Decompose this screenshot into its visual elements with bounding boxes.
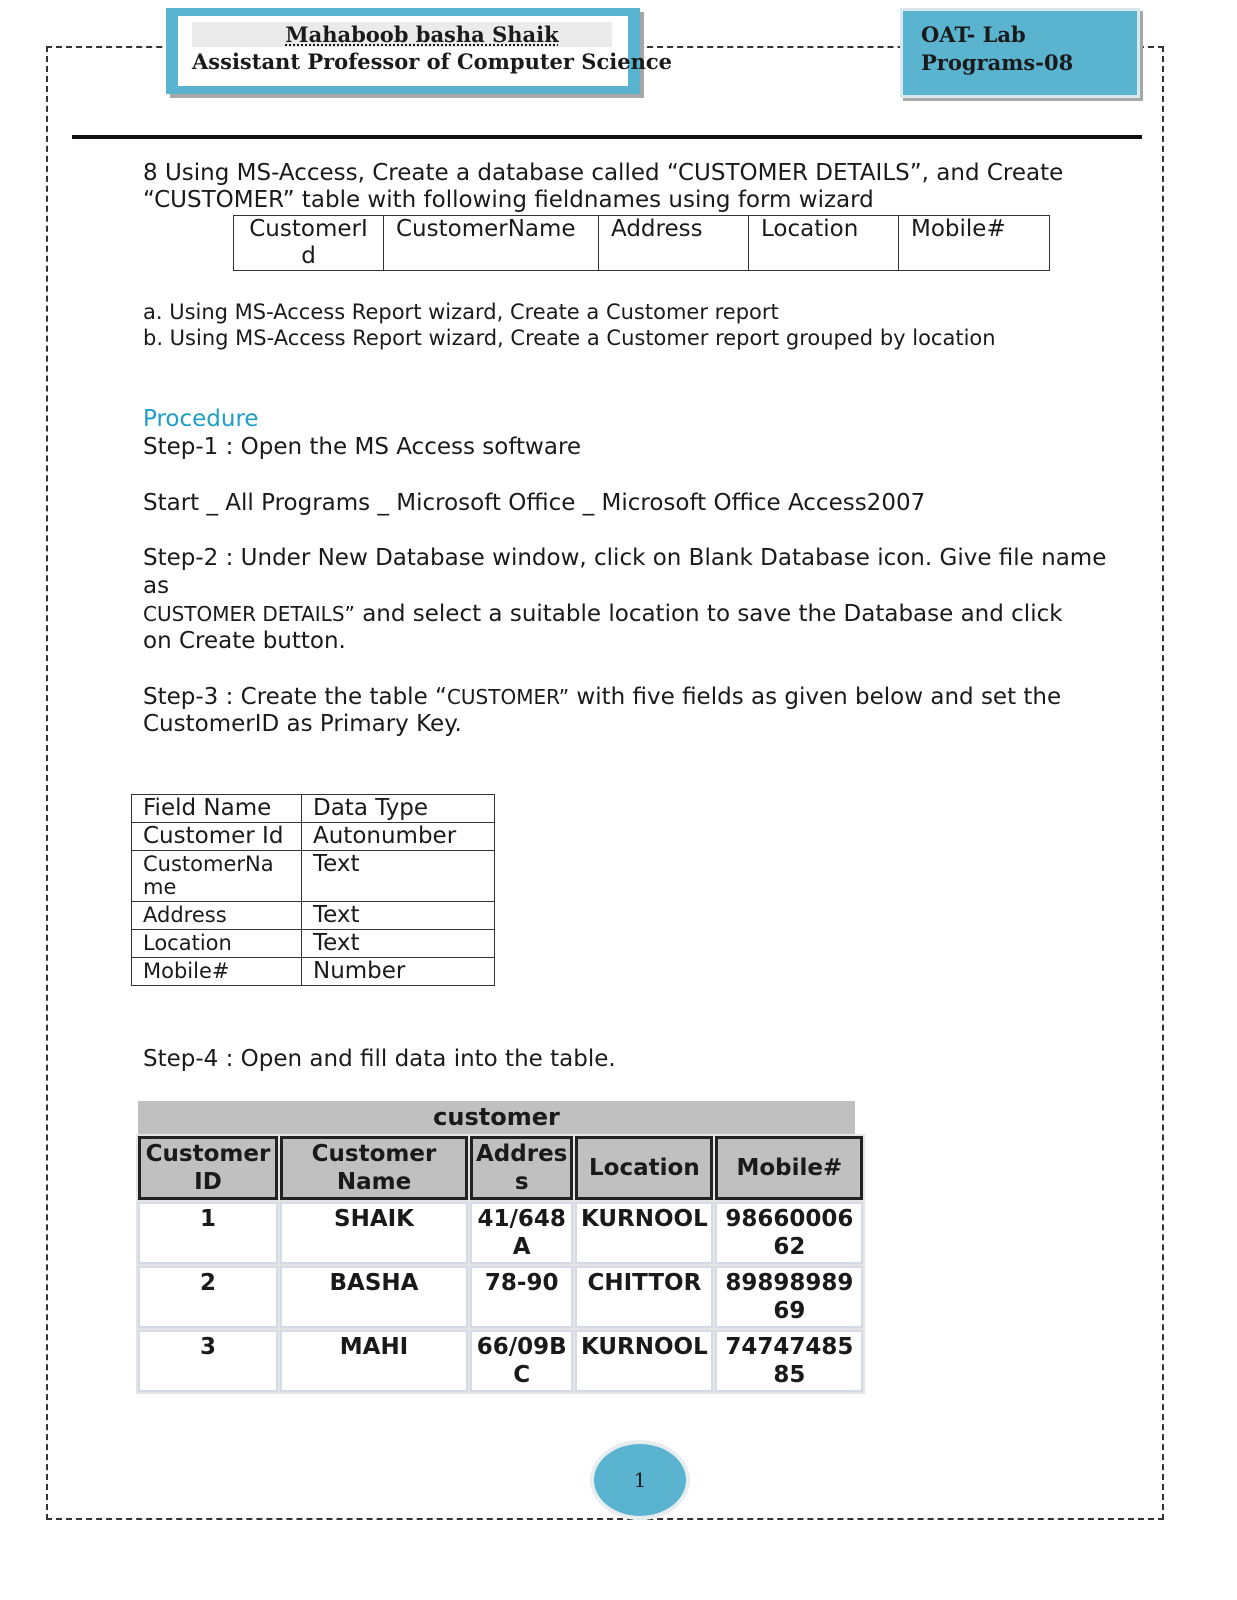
step-2-line-4: on Create button. [143, 628, 346, 654]
customer-table-title: customer [138, 1101, 855, 1134]
mobile-text: 74747485 [725, 1334, 854, 1360]
step-2-filename: CUSTOMER DETAILS” [143, 602, 355, 626]
step-3-line-2: CustomerID as Primary Key. [143, 711, 462, 737]
field-label: CustomerI [249, 216, 368, 242]
field-label-wrap: d [301, 243, 316, 269]
step-2-line-1: Step-2 : Under New Database window, click on Blank Database icon. Give file name [143, 545, 1107, 571]
step-3-b: with five fields as given below and set the [569, 684, 1062, 710]
author-name: Mahaboob basha Shaik [192, 22, 612, 47]
field-name-cell: Location [132, 930, 302, 958]
mobile-text: 98660006 [725, 1206, 854, 1232]
location-cell: CHITTOR [575, 1266, 713, 1328]
part-b: b. Using MS-Access Report wizard, Create a Customer report grouped by location [143, 326, 996, 350]
column-header [138, 1136, 278, 1200]
field-name-cell: Mobile# [132, 958, 302, 986]
address-text: 41/648 [477, 1206, 566, 1232]
field-label: CustomerName [396, 216, 576, 242]
address-cell [470, 1202, 573, 1264]
table-row [138, 1330, 863, 1392]
step-3-a: Step-3 : Create the table “ [143, 684, 447, 710]
table-row [132, 958, 495, 986]
data-type-cell: Text [302, 902, 495, 930]
address-text: 66/09B [476, 1334, 567, 1360]
data-type-cell: Text [302, 851, 495, 902]
field-name-cell: Customer Id [132, 823, 302, 851]
field-cell [234, 216, 384, 271]
question-line-1: 8 Using MS-Access, Create a database called “CUSTOMER DETAILS”, and Create [143, 160, 1064, 186]
data-type-cell: Autonumber [302, 823, 495, 851]
column-header: Location [575, 1136, 713, 1200]
field-type-table [131, 794, 495, 986]
mobile-cell [715, 1266, 863, 1328]
header-line: Customer [311, 1141, 437, 1167]
address-cell [470, 1330, 573, 1392]
question-line-2: “CUSTOMER” table with following fieldnames using form wizard [143, 187, 874, 213]
step-2-line-3-rest: and select a suitable location to save the Database and click [354, 601, 1063, 627]
column-header [470, 1136, 573, 1200]
author-box [166, 8, 672, 94]
table-row [132, 823, 495, 851]
data-type-cell: Number [302, 958, 495, 986]
mobile-wrap: 62 [773, 1234, 806, 1260]
table-header-row [138, 1136, 863, 1200]
procedure-heading: Procedure [143, 406, 259, 432]
column-header: Mobile# [715, 1136, 863, 1200]
header-line: Customer [145, 1141, 271, 1167]
field-names-table [233, 215, 1050, 271]
field-name-wrap: me [143, 875, 177, 899]
lab-box [900, 8, 1140, 98]
table-row [234, 216, 1050, 271]
field-label: Location [761, 216, 859, 242]
id-cell: 2 [138, 1266, 278, 1328]
address-wrap: C [513, 1362, 531, 1388]
field-label: Address [611, 216, 703, 242]
field-cell [384, 216, 599, 271]
data-type-cell: Data Type [302, 795, 495, 823]
table-row [132, 795, 495, 823]
name-cell: SHAIK [280, 1202, 468, 1264]
table-row [138, 1266, 863, 1328]
mobile-cell [715, 1202, 863, 1264]
table-row [138, 1202, 863, 1264]
id-cell: 1 [138, 1202, 278, 1264]
step-1: Step-1 : Open the MS Access software [143, 434, 582, 460]
table-row [132, 902, 495, 930]
field-cell [899, 216, 1050, 271]
header-line: Addres [476, 1141, 568, 1167]
lab-title: OAT- Lab [921, 22, 1026, 47]
step-4: Step-4 : Open and fill data into the table. [143, 1046, 616, 1072]
location-cell: KURNOOL [575, 1330, 713, 1392]
start-path: Start _ All Programs _ Microsoft Office _ Microsoft Office Access2007 [143, 490, 926, 516]
location-cell: KURNOOL [575, 1202, 713, 1264]
header-line: Name [336, 1169, 412, 1195]
mobile-wrap: 85 [773, 1362, 806, 1388]
field-cell [749, 216, 899, 271]
step-3-line-1 [143, 684, 1061, 711]
part-a: a. Using MS-Access Report wizard, Create a Customer report [143, 300, 779, 324]
step-2-line-2: as [143, 573, 170, 599]
address-wrap: A [512, 1234, 531, 1260]
column-header [280, 1136, 468, 1200]
page-number: 1 [590, 1440, 690, 1520]
field-label: Mobile# [911, 216, 1006, 242]
step-2-line-3 [143, 601, 1063, 628]
customer-table [136, 1134, 865, 1394]
mobile-wrap: 69 [773, 1298, 806, 1324]
table-row [132, 851, 495, 902]
mobile-text: 89898989 [725, 1270, 854, 1296]
field-name-cell: Address [132, 902, 302, 930]
table-row [132, 930, 495, 958]
header-line: s [514, 1169, 529, 1195]
author-inner [178, 16, 672, 86]
field-name-cell: Field Name [132, 795, 302, 823]
program-number: Programs-08 [921, 50, 1074, 75]
field-name-cell [132, 851, 302, 902]
author-title: Assistant Professor of Computer Science [192, 49, 672, 74]
address-cell: 78-90 [470, 1266, 573, 1328]
field-name-text: CustomerNa [143, 852, 274, 876]
step-3-table-name: CUSTOMER” [446, 685, 570, 709]
name-cell: BASHA [280, 1266, 468, 1328]
data-type-cell: Text [302, 930, 495, 958]
field-cell [599, 216, 749, 271]
id-cell: 3 [138, 1330, 278, 1392]
header-rule [72, 135, 1142, 139]
header-line: ID [194, 1169, 222, 1195]
name-cell: MAHI [280, 1330, 468, 1392]
mobile-cell [715, 1330, 863, 1392]
